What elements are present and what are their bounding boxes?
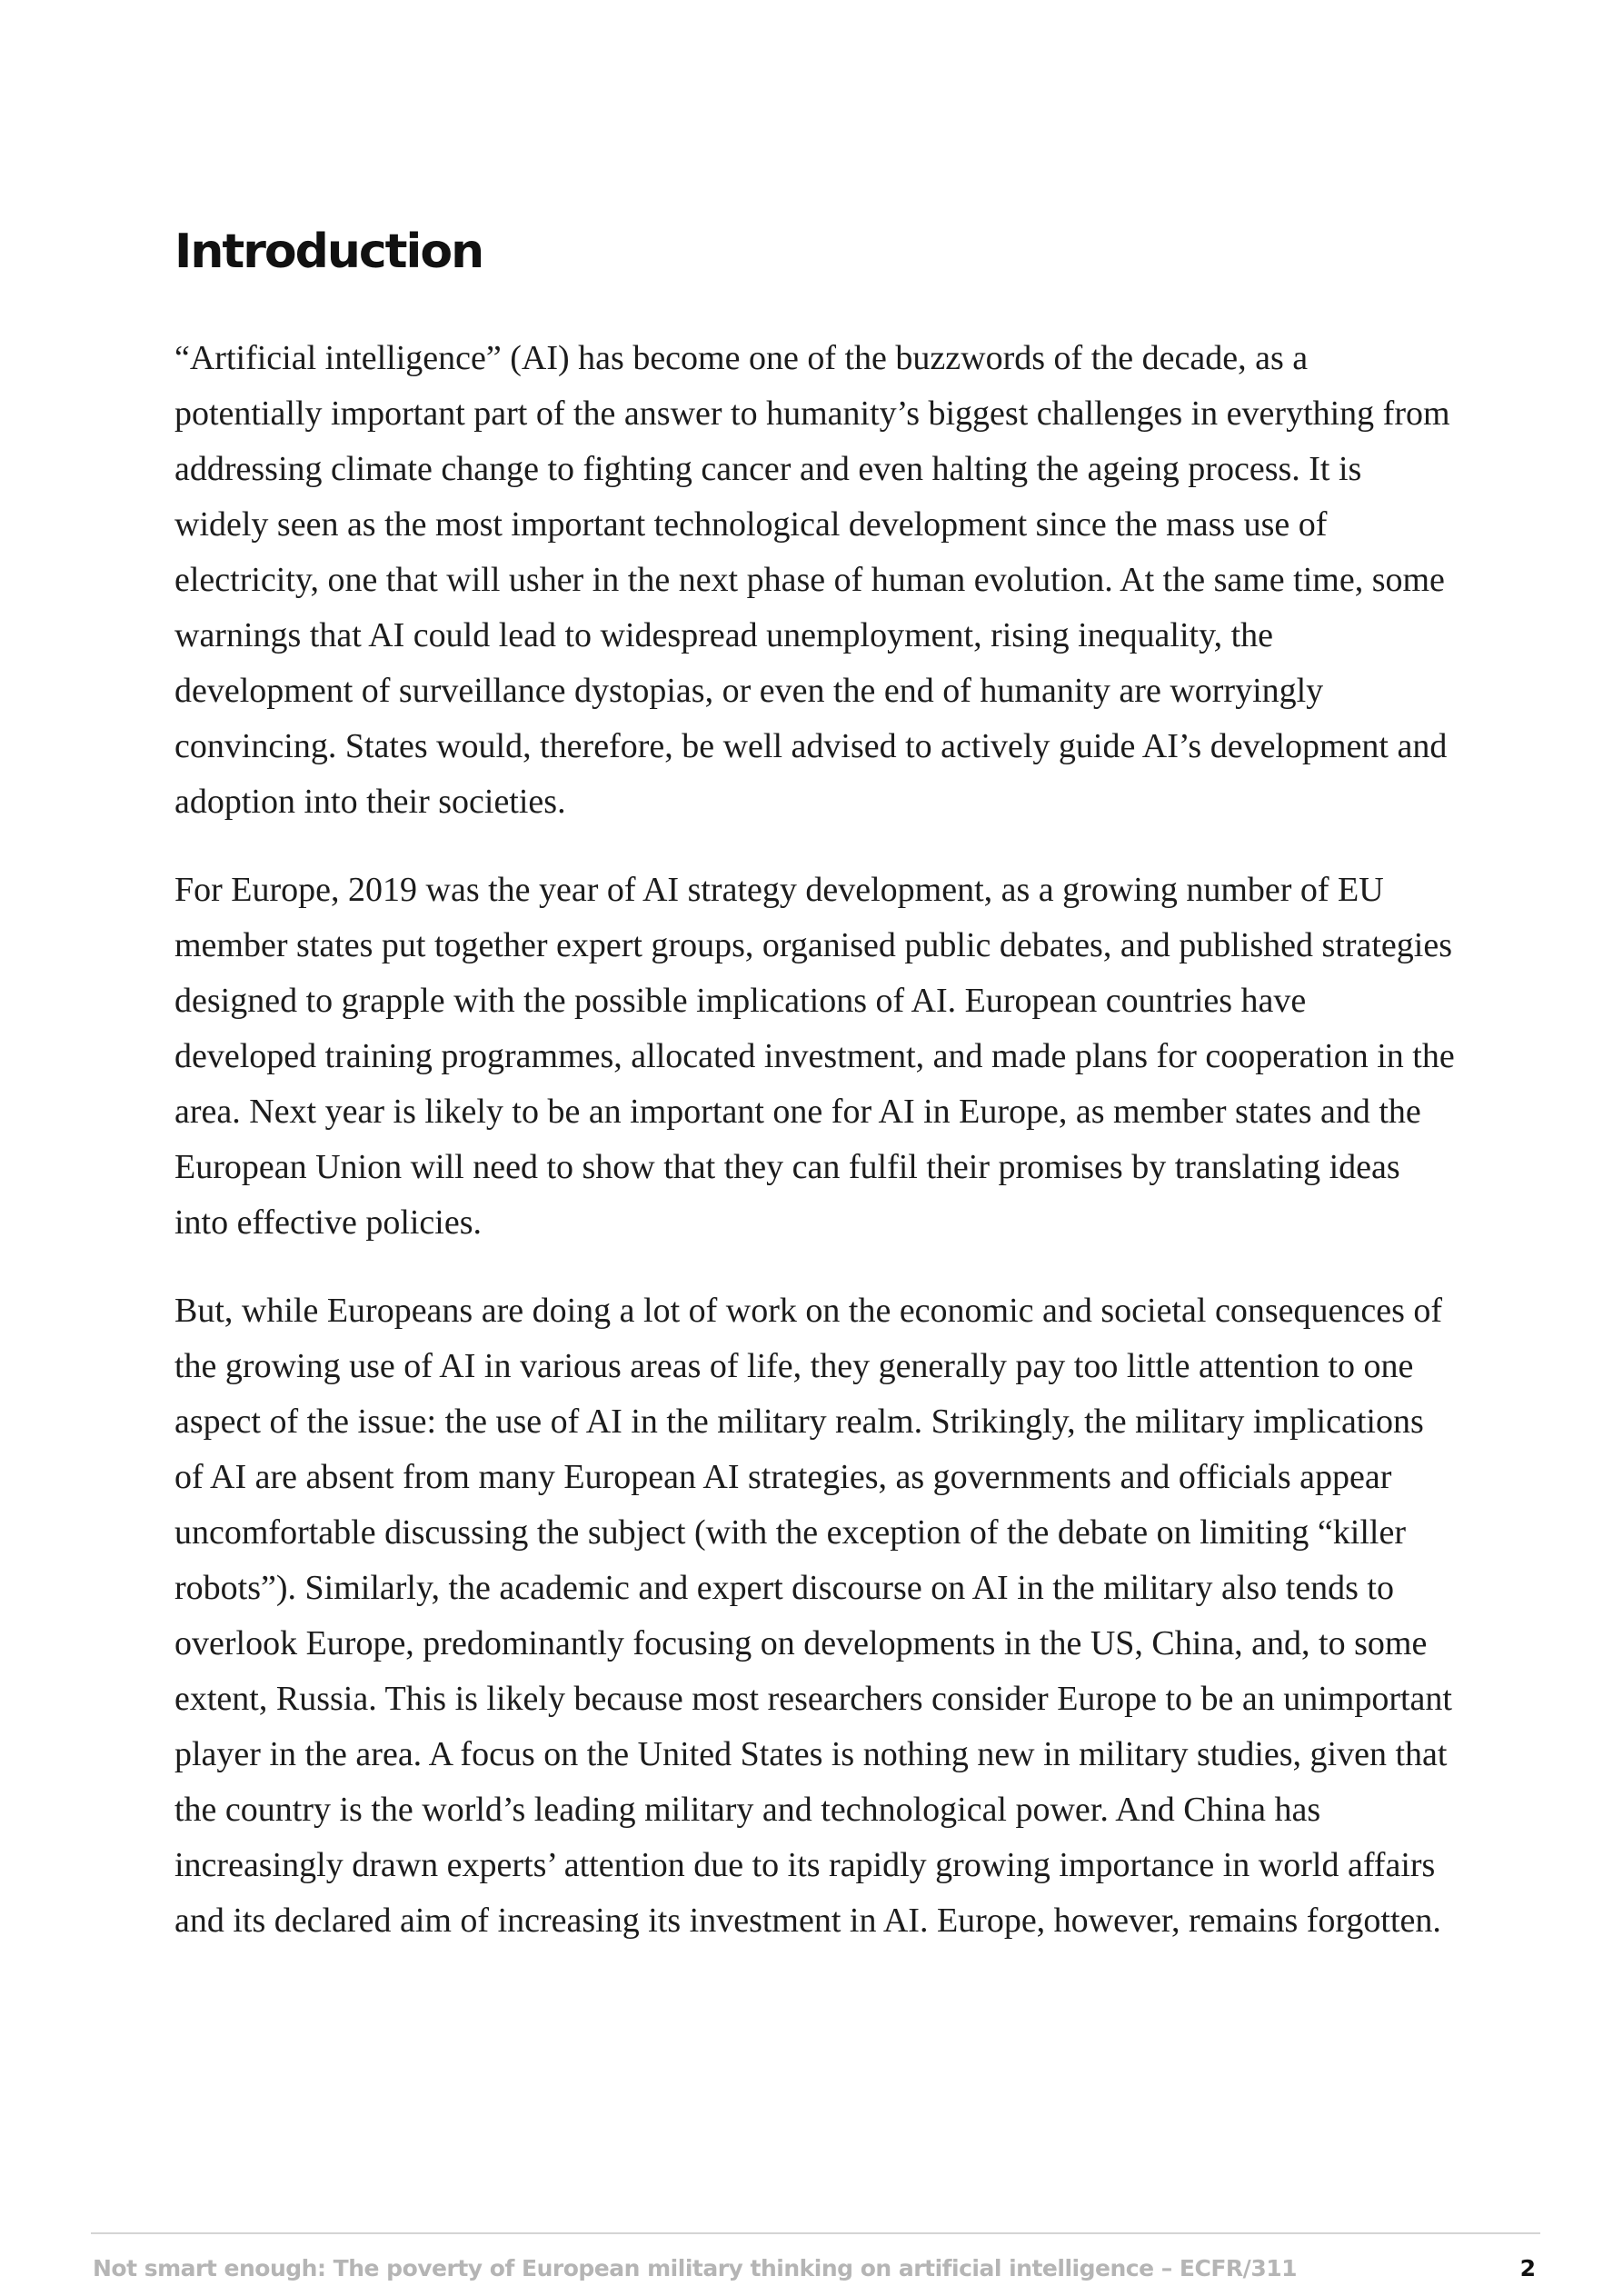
- body-text: [174, 331, 1456, 1982]
- footer-title: Not smart enough: The poverty of European military thinking on artificial intelligence – ECFR/311: [93, 2255, 1297, 2281]
- paragraph-1: “Artificial intelligence” (AI) has become one of the buzzwords of the decade, as a potentially important part of the answer to humanity’s biggest challenges in everything from addressing climate change to fighting cancer and even halting the ageing process. It is widely seen as the most important technological development since the mass use of electricity, one that will usher in the next phase of human evolution. At the same time, some warnings that AI could lead to widespread unemployment, rising inequality, the development of surveillance dystopias, or even the end of humanity are worryingly convincing. States would, therefore, be well advised to actively guide AI’s development and adoption into their societies.: [174, 339, 1450, 821]
- footer-divider: [91, 2232, 1540, 2234]
- paragraph-2: For Europe, 2019 was the year of AI strategy development, as a growing number of EU member states put together expert groups, organised public debates, and published strategies designed to grapple with the possible implications of AI. European countries have developed training programmes, allocated investment, and made plans for cooperation in the area. Next year is likely to be an important one for AI in Europe, as member states and the European Union will need to show that they can fulfil their promises by translating ideas into effective policies.: [174, 871, 1455, 1242]
- paragraph-3: But, while Europeans are doing a lot of work on the economic and societal consequences of the growing use of AI in various areas of life, they generally pay too little attention to one aspect of the issue: the use of AI in the military realm. Strikingly, the military implications of AI are absent from many European AI strategies, as governments and officials appear uncomfortable discussing the subject (with the exception of the debate on limiting “killer robots”). Similarly, the academic and expert discourse on AI in the military also tends to overlook Europe, predominantly focusing on developments in the US, China, and, to some extent, Russia. This is likely because most researchers consider Europe to be an unimportant player in the area. A focus on the United States is nothing new in military studies, given that the country is the world’s leading military and technological power. And China has increasingly drawn experts’ attention due to its rapidly growing importance in world affairs and its declared aim of increasing its investment in AI. Europe, however, remains forgotten.: [174, 1292, 1452, 1940]
- section-heading: Introduction: [174, 225, 483, 279]
- page-number: 2: [1519, 2255, 1536, 2281]
